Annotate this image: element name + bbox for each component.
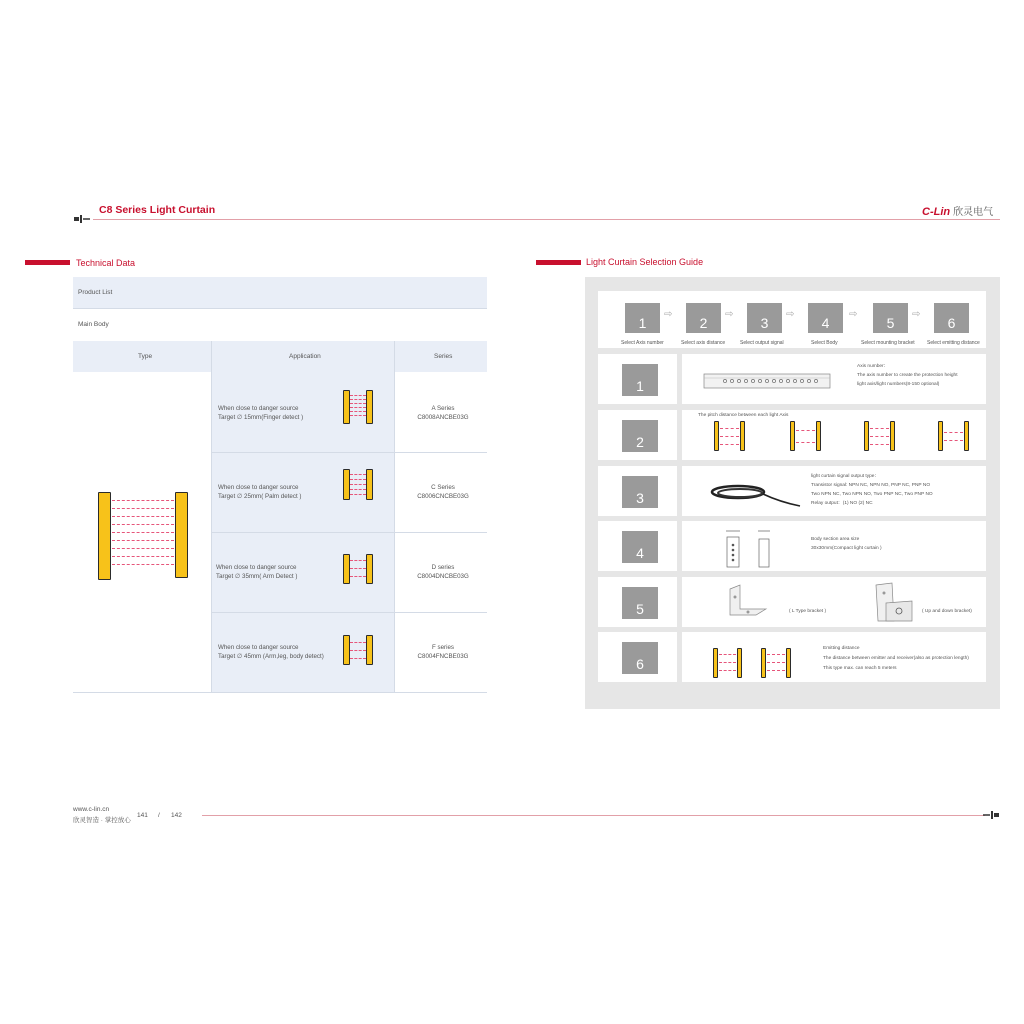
series-model: C8006CNCBE03G <box>417 493 469 500</box>
row-4-text: 30x30mm(Compact light curtain ) <box>811 546 882 551</box>
app-line: Target ∅ 25mm( Palm detect ) <box>218 493 302 500</box>
col-divider <box>394 341 395 693</box>
product-list-band <box>73 277 487 308</box>
row-3-text: Relay output：(1) NO (2) NC <box>811 501 873 506</box>
brand-cn: 欣灵电气 <box>953 207 994 218</box>
product-list-label: Product List <box>78 289 113 296</box>
app-line: Target ∅ 35mm( Arm Detect ) <box>216 573 298 580</box>
guide-row-3 <box>598 466 677 516</box>
section-marker <box>536 260 581 265</box>
row-4-number: 4 <box>622 531 658 563</box>
footer-rule <box>202 815 985 816</box>
table-row <box>218 643 324 661</box>
table-row <box>218 483 301 501</box>
guide-row-2-body <box>682 410 986 460</box>
footer-website: www.c-lin.cn <box>73 806 110 813</box>
guide-row-5-body <box>682 577 986 627</box>
series-name: C Series <box>431 484 455 491</box>
row-3-text: Transistor signal: NPN NC, NPN NO, PNP NC, PNP NO <box>811 483 931 488</box>
step-1-caption: Select Axis number <box>621 340 664 346</box>
curtain-logo-icon <box>982 809 1000 821</box>
step-6-box: 6 <box>934 303 969 333</box>
row-6-number: 6 <box>622 642 658 674</box>
app-line: Target ∅ 45mm (Arm,leg, body detect) <box>218 653 324 660</box>
section-marker <box>25 260 70 265</box>
table-rule <box>73 308 487 309</box>
step-2-caption: Select axis distance <box>681 340 726 346</box>
step-6-caption: Select emitting distance <box>927 340 980 346</box>
row-1-text: light axis/light numbers(8-150 optional) <box>857 382 940 387</box>
row-4-text: Body section area size <box>811 537 860 542</box>
row-rule <box>211 532 487 533</box>
arrow-right-icon: ⇨ <box>664 309 673 320</box>
app-line: Target ∅ 15mm(Finger detect ) <box>218 414 304 421</box>
guide-row-6-body <box>682 632 986 682</box>
row-rule <box>73 692 487 693</box>
row-3-text: Two NPN NC, Two NPN NO, Two PNP NC, Two PNP NO <box>811 492 933 497</box>
series-model: C8004DNCBE03G <box>417 573 469 580</box>
step-5-box: 5 <box>873 303 908 333</box>
series-cell <box>397 643 489 661</box>
guide-row-4-body <box>682 521 986 571</box>
row-3-text: light curtain signal output type： <box>811 474 880 479</box>
row-5-number: 5 <box>622 587 658 619</box>
page-right: 142 <box>171 812 182 819</box>
footer-slogan: 欣灵智造 · 掌控放心 <box>73 817 131 824</box>
series-model: C8004FNCBE03G <box>417 653 469 660</box>
guide-row-1 <box>598 354 677 404</box>
step-3-caption: Select output signal <box>740 340 784 346</box>
col-application: Application <box>289 353 321 360</box>
selection-guide-title: Light Curtain Selection Guide <box>586 257 704 267</box>
row-rule <box>211 452 487 453</box>
arrow-right-icon: ⇨ <box>725 309 734 320</box>
table-header <box>73 341 487 372</box>
row-1-text: Axis number： <box>857 364 889 369</box>
row-6-text: This type max. can reach 5 meters <box>823 666 897 671</box>
row-3-number: 3 <box>622 476 658 508</box>
app-line: When close to danger source <box>218 484 299 491</box>
guide-row-1-body <box>682 354 986 404</box>
header-rule <box>93 219 1000 220</box>
guide-row-6 <box>598 632 677 682</box>
page-separator: / <box>158 812 160 819</box>
app-line: When close to danger source <box>216 564 297 571</box>
guide-row-5 <box>598 577 677 627</box>
body-section-image <box>722 525 782 569</box>
row-1-text: The axis number to create the protection height <box>857 373 958 378</box>
guide-row-3-body <box>682 466 986 516</box>
guide-row-2 <box>598 410 677 460</box>
row-6-text: The distance between emitter and receiver(also as protection length) <box>823 656 969 661</box>
col-divider <box>211 341 212 693</box>
col-series: Series <box>434 353 453 360</box>
step-4-box: 4 <box>808 303 843 333</box>
row-1-number: 1 <box>622 364 658 396</box>
series-name: A Series <box>431 405 455 412</box>
brand-logo: C-Lin 欣灵电气 <box>922 206 994 218</box>
step-4-caption: Select Body <box>811 340 838 346</box>
app-line: When close to danger source <box>218 644 299 651</box>
technical-data-title: Technical Data <box>76 258 136 268</box>
row-2-text: The pitch distance between each light Axis <box>698 413 789 418</box>
step-5-caption: Select mounting bracket <box>861 340 915 346</box>
table-row <box>216 563 297 581</box>
guide-row-4 <box>598 521 677 571</box>
row-rule <box>211 612 487 613</box>
series-cell <box>397 483 489 501</box>
table-row <box>218 404 303 422</box>
step-1-box: 1 <box>625 303 660 333</box>
up-down-bracket-image <box>872 581 916 625</box>
document-title: C8 Series Light Curtain <box>99 204 216 216</box>
row-5-label: ( Up and down bracket) <box>922 609 972 614</box>
step-2-box: 2 <box>686 303 721 333</box>
arrow-right-icon: ⇨ <box>912 309 921 320</box>
row-6-text: Emitting distance <box>823 646 860 651</box>
page-left: 141 <box>137 812 148 819</box>
col-type: Type <box>138 353 153 360</box>
arrow-right-icon: ⇨ <box>849 309 858 320</box>
row-2-number: 2 <box>622 420 658 452</box>
step-3-box: 3 <box>747 303 782 333</box>
series-name: D series <box>431 564 455 571</box>
l-bracket-image <box>726 583 772 623</box>
cable-image <box>708 476 803 508</box>
main-body-label: Main Body <box>78 321 109 328</box>
series-cell <box>397 563 489 581</box>
app-line: When close to danger source <box>218 405 299 412</box>
curtain-logo-icon <box>73 213 91 225</box>
series-name: F series <box>431 644 454 651</box>
row-5-label: ( L Type bracket ) <box>789 609 827 614</box>
axis-bar-image <box>703 370 833 392</box>
arrow-right-icon: ⇨ <box>786 309 795 320</box>
series-cell <box>397 404 489 422</box>
series-model: C8008ANCBE03G <box>417 414 469 421</box>
